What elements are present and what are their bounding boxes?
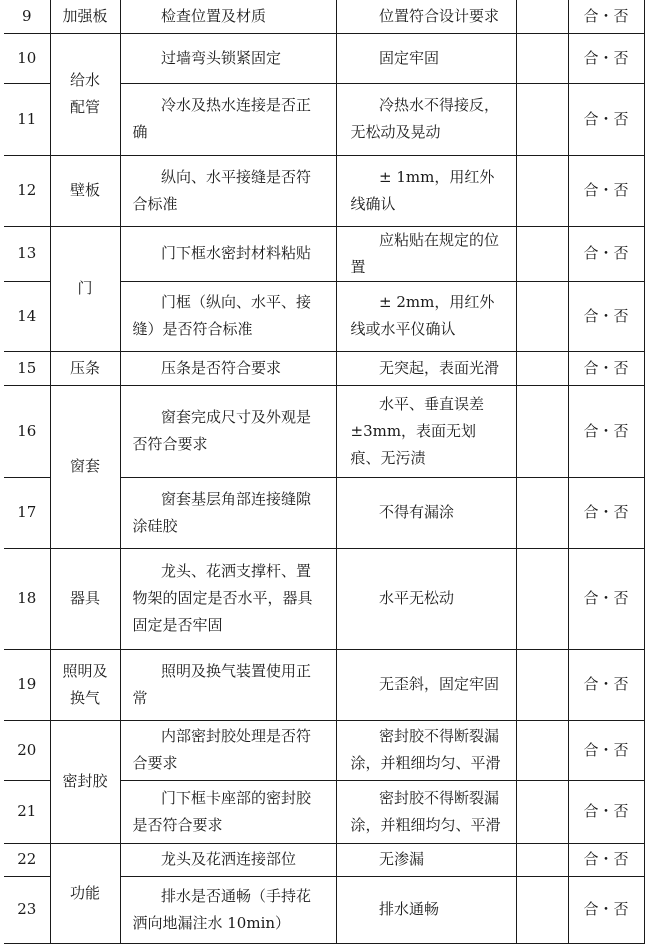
result-cell: 合・否 <box>568 720 644 780</box>
inspection-item: 过墙弯头锁紧固定 <box>120 33 336 83</box>
table-row <box>4 0 644 33</box>
result-cell: 合・否 <box>568 780 644 843</box>
category-cell: 功能 <box>50 843 120 943</box>
remark-cell <box>516 155 568 226</box>
inspection-item: 压条是否符合要求 <box>120 351 336 385</box>
table-row <box>4 351 644 385</box>
standard-cell: 无歪斜，固定牢固 <box>336 649 516 720</box>
result-cell: 合・否 <box>568 281 644 351</box>
row-number: 10 <box>4 33 50 83</box>
inspection-item: 门框（纵向、水平、接缝）是否符合标准 <box>120 281 336 351</box>
standard-cell: ± 1mm，用红外线确认 <box>336 155 516 226</box>
row-number: 18 <box>4 548 50 649</box>
result-cell: 合・否 <box>568 83 644 155</box>
standard-cell: 位置符合设计要求 <box>336 0 516 33</box>
row-number: 21 <box>4 780 50 843</box>
standard-cell: ± 2mm，用红外线或水平仪确认 <box>336 281 516 351</box>
remark-cell <box>516 876 568 943</box>
standard-cell: 排水通畅 <box>336 876 516 943</box>
standard-cell: 冷热水不得接反，无松动及晃动 <box>336 83 516 155</box>
table-row <box>4 155 644 226</box>
standard-cell: 无渗漏 <box>336 843 516 876</box>
standard-cell: 无突起，表面光滑 <box>336 351 516 385</box>
row-number: 20 <box>4 720 50 780</box>
inspection-item: 门下框卡座部的密封胶是否符合要求 <box>120 780 336 843</box>
result-cell: 合・否 <box>568 0 644 33</box>
category-cell: 门 <box>50 226 120 351</box>
table-row <box>4 548 644 649</box>
standard-cell: 水平无松动 <box>336 548 516 649</box>
inspection-item: 龙头、花洒支撑杆、置物架的固定是否水平，器具固定是否牢固 <box>120 548 336 649</box>
inspection-item: 龙头及花洒连接部位 <box>120 843 336 876</box>
table-row <box>4 33 644 83</box>
row-number: 15 <box>4 351 50 385</box>
remark-cell <box>516 649 568 720</box>
row-number: 9 <box>4 0 50 33</box>
inspection-item: 照明及换气装置使用正常 <box>120 649 336 720</box>
inspection-item: 冷水及热水连接是否正确 <box>120 83 336 155</box>
remark-cell <box>516 720 568 780</box>
standard-cell: 固定牢固 <box>336 33 516 83</box>
remark-cell <box>516 83 568 155</box>
result-cell: 合・否 <box>568 226 644 281</box>
table-row <box>4 385 644 477</box>
category-cell: 壁板 <box>50 155 120 226</box>
table-row <box>4 649 644 720</box>
row-number: 13 <box>4 226 50 281</box>
row-number: 17 <box>4 477 50 548</box>
result-cell: 合・否 <box>568 548 644 649</box>
result-cell: 合・否 <box>568 33 644 83</box>
standard-cell: 水平、垂直误差±3mm，表面无划痕、无污渍 <box>336 385 516 477</box>
row-number: 23 <box>4 876 50 943</box>
inspection-item: 检查位置及材质 <box>120 0 336 33</box>
inspection-item: 排水是否通畅（手持花洒向地漏注水 10min） <box>120 876 336 943</box>
inspection-item: 内部密封胶处理是否符合要求 <box>120 720 336 780</box>
table-row <box>4 226 644 281</box>
result-cell: 合・否 <box>568 477 644 548</box>
result-cell: 合・否 <box>568 843 644 876</box>
remark-cell <box>516 548 568 649</box>
inspection-item: 纵向、水平接缝是否符合标准 <box>120 155 336 226</box>
category-cell: 密封胶 <box>50 720 120 843</box>
remark-cell <box>516 33 568 83</box>
category-cell: 给水 配管 <box>50 33 120 155</box>
remark-cell <box>516 780 568 843</box>
category-cell: 器具 <box>50 548 120 649</box>
result-cell: 合・否 <box>568 649 644 720</box>
standard-cell: 应粘贴在规定的位置 <box>336 226 516 281</box>
category-cell: 压条 <box>50 351 120 385</box>
category-cell: 窗套 <box>50 385 120 548</box>
inspection-item: 窗套完成尺寸及外观是否符合要求 <box>120 385 336 477</box>
inspection-item: 窗套基层角部连接缝隙涂硅胶 <box>120 477 336 548</box>
row-number: 11 <box>4 83 50 155</box>
remark-cell <box>516 226 568 281</box>
result-cell: 合・否 <box>568 155 644 226</box>
table-row <box>4 720 644 780</box>
result-cell: 合・否 <box>568 385 644 477</box>
table-row <box>4 843 644 876</box>
category-cell: 加强板 <box>50 0 120 33</box>
standard-cell: 密封胶不得断裂漏涂，并粗细均匀、平滑 <box>336 780 516 843</box>
remark-cell <box>516 281 568 351</box>
remark-cell <box>516 385 568 477</box>
row-number: 19 <box>4 649 50 720</box>
remark-cell <box>516 477 568 548</box>
standard-cell: 密封胶不得断裂漏涂，并粗细均匀、平滑 <box>336 720 516 780</box>
row-number: 14 <box>4 281 50 351</box>
row-number: 22 <box>4 843 50 876</box>
standard-cell: 不得有漏涂 <box>336 477 516 548</box>
inspection-item: 门下框水密封材料粘贴 <box>120 226 336 281</box>
remark-cell <box>516 351 568 385</box>
category-cell: 照明及 换气 <box>50 649 120 720</box>
result-cell: 合・否 <box>568 876 644 943</box>
result-cell: 合・否 <box>568 351 644 385</box>
inspection-table <box>4 0 645 944</box>
remark-cell <box>516 0 568 33</box>
remark-cell <box>516 843 568 876</box>
row-number: 16 <box>4 385 50 477</box>
row-number: 12 <box>4 155 50 226</box>
